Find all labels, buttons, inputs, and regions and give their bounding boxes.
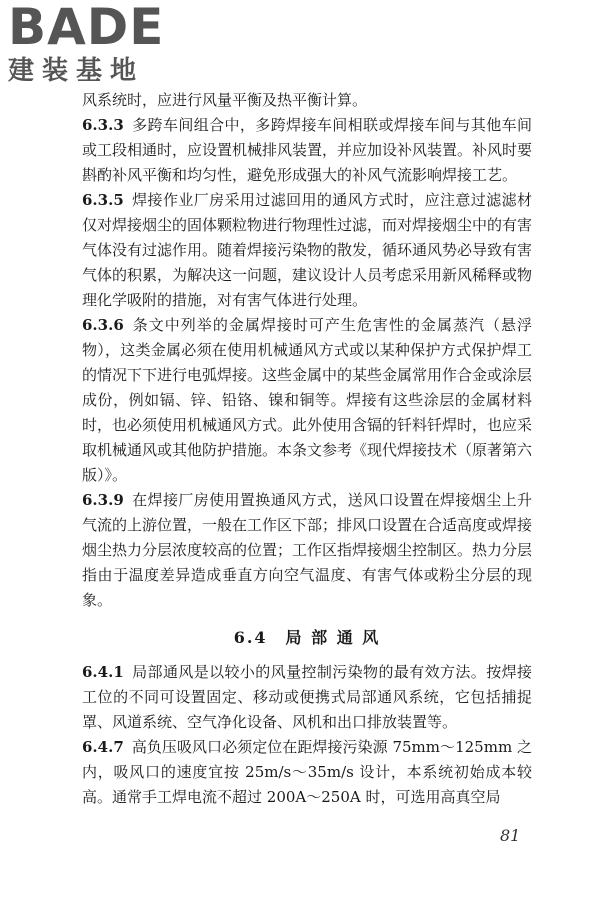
watermark-subtitle: 建装基地 — [8, 56, 145, 86]
clause-number: 6.4.1 — [82, 663, 124, 681]
paragraph-text: 风系统时，应进行风量平衡及热平衡计算。 — [82, 91, 368, 109]
clause-number: 6.3.3 — [82, 116, 124, 134]
clause-6-4-1 — [82, 660, 532, 735]
clause-6-4-7 — [82, 735, 532, 810]
clause-number: 6.3.9 — [82, 491, 124, 509]
clause-text: 局部通风是以较小的风量控制污染物的最有效方法。按焊接工位的不同可设置固定、移动或便携式局部通风系统，它包括捕捉罩、风道系统、空气净化设备、风机和出口排放装置等。 — [82, 663, 532, 731]
clause-number: 6.4.7 — [82, 738, 124, 756]
page-number: 81 — [500, 826, 521, 845]
clause-text: 在焊接厂房使用置换通风方式，送风口设置在焊接烟尘上升气流的上游位置，一般在工作区下部；排风口设置在合适高度或焊接烟尘热力分层浓度较高的位置；工作区指焊接烟尘控制区。热力分层指由于温度差异造成垂直方向空气温度、有害气体或粉尘分层的现象。 — [82, 491, 533, 609]
section-heading: 6.4 局 部 通 风 — [233, 628, 381, 647]
clause-text: 条文中列举的金属焊接时可产生危害性的金属蒸汽（悬浮物），这类金属必须在使用机械通风方式或以某种保护方式保护焊工的情况下下进行电弧焊接。这些金属中的某些金属常用作合金或涂层成份，例如镉、锌、铅铬、镍和铜等。焊接有这些涂层的金属材料时，也必须使用机械通风方式。此外使用含镉的钎料钎焊时，也应采取机械通风或其他防护措施。本条文参考《现代焊接技术（原著第六版）》。 — [82, 316, 533, 484]
watermark-logo — [8, 2, 164, 86]
clause-number: 6.3.6 — [82, 316, 124, 334]
clause-6-3-3 — [82, 113, 532, 188]
clause-number: 6.3.5 — [82, 191, 124, 209]
clause-6-3-5 — [82, 188, 532, 313]
document-body — [82, 88, 532, 810]
clause-text: 高负压吸风口必须定位在距焊接污染源 75mm～125mm 之内，吸风口的速度宜按 25m/s～35m/s 设计，本系统初始成本较高。通常手工焊电流不超过 200A～250A 时，可选用高真空局 — [82, 738, 532, 806]
clause-6-3-9 — [82, 488, 532, 613]
clause-6-3-6 — [82, 313, 532, 488]
watermark-brand: BADE — [8, 0, 165, 56]
clause-text: 焊接作业厂房采用过滤回用的通风方式时，应注意过滤滤材仅对焊接烟尘的固体颗粒物进行物理性过滤，而对焊接烟尘中的有害气体没有过滤作用。随着焊接污染物的散发，循环通风势必导致有害气体的积累，为解决这一问题，建议设计人员考虑采用新风稀释或物理化学吸附的措施，对有害气体进行处理。 — [82, 191, 533, 309]
clause-text: 多跨车间组合中，多跨焊接车间相联或焊接车间与其他车间或工段相通时，应设置机械排风装置，并应加设补风装置。补风时要斟酌补风平衡和均匀性，避免形成强大的补风气流影响焊接工艺。 — [82, 116, 533, 184]
paragraph-continuation — [82, 88, 532, 113]
